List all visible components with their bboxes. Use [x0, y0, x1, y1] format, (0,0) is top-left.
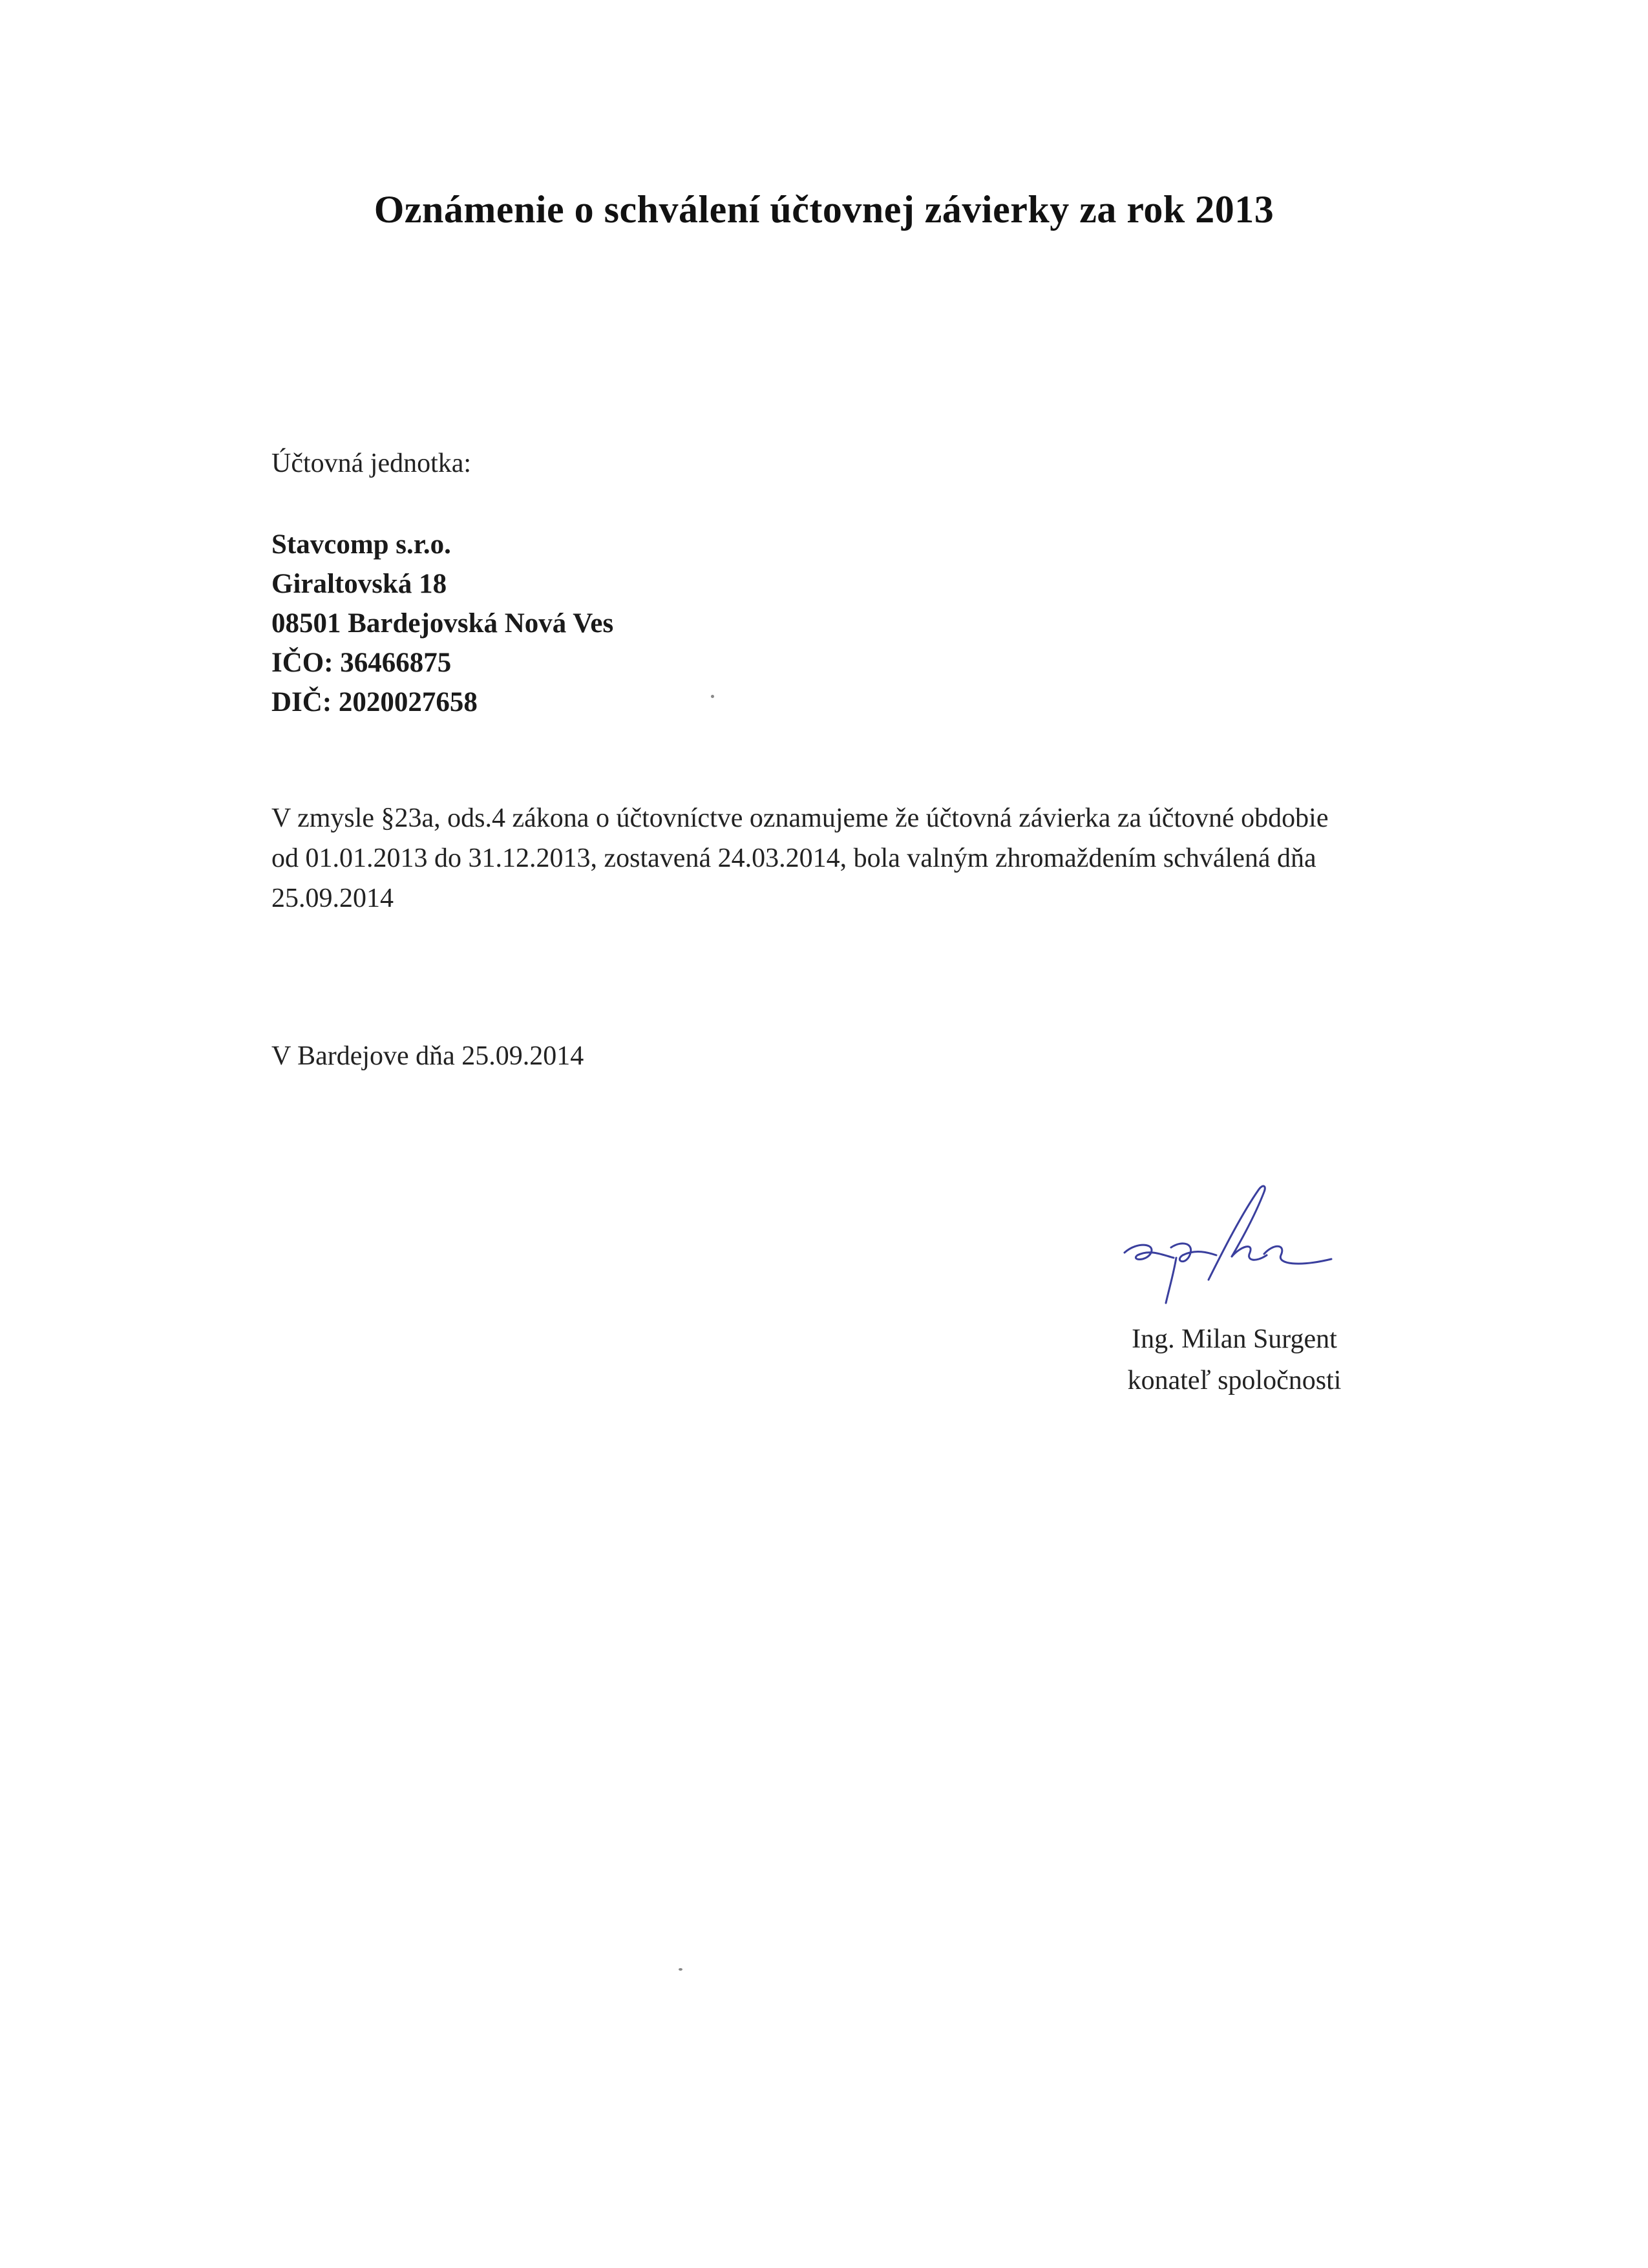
signer-block	[1034, 1319, 1435, 1401]
scan-speck	[711, 695, 714, 698]
entity-label: Účtovná jednotka:	[271, 449, 472, 478]
handwritten-signature	[1112, 1176, 1344, 1325]
scan-speck	[679, 1968, 682, 1971]
entity-dic: DIČ: 2020027658	[271, 687, 478, 717]
entity-block	[271, 525, 613, 722]
entity-name: Stavcomp s.r.o.	[271, 529, 451, 560]
document-title: Oznámenie o schválení účtovnej závierky za rok 2013	[374, 188, 1274, 231]
entity-ico: IČO: 36466875	[271, 648, 452, 678]
approval-paragraph	[271, 798, 1499, 918]
place-date: V Bardejove dňa 25.09.2014	[271, 1041, 584, 1071]
signer-role: konateľ spoločnosti	[1127, 1366, 1342, 1395]
entity-street: Giraltovská 18	[271, 569, 447, 599]
paragraph-line: V zmysle §23a, ods.4 zákona o účtovníctve oznamujeme že účtovná závierka za účtovné obdobie	[271, 803, 1329, 833]
signer-name: Ing. Milan Surgent	[1132, 1324, 1337, 1354]
paragraph-line: od 01.01.2013 do 31.12.2013, zostavená 24.03.2014, bola valným zhromaždením schválená dňa	[271, 843, 1316, 873]
paragraph-line: 25.09.2014	[271, 884, 394, 913]
entity-city: 08501 Bardejovská Nová Ves	[271, 608, 614, 639]
